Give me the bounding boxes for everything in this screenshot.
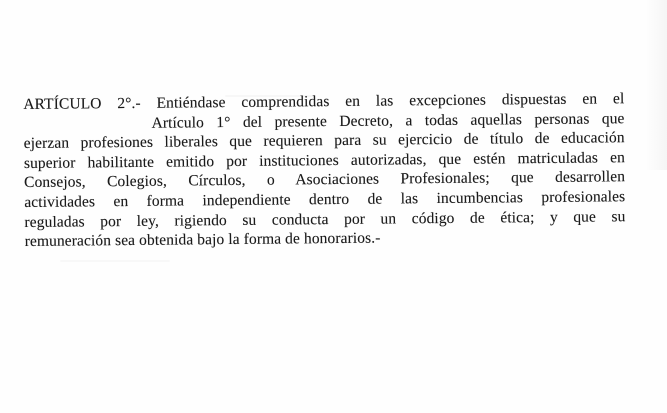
document-line: reguladas por ley, rigiendo su conducta por un código de ética; y que su — [24, 207, 626, 231]
document-line: ejerzan profesiones liberales que requieren para su ejercicio de título de educación — [23, 129, 625, 153]
document-line: Artículo 1° del presente Decreto, a todas aquellas personas que — [151, 109, 625, 132]
document-line: actividades en forma independiente dentro de las incumbencias profesionales — [24, 188, 626, 211]
document-line: Consejos, Colegios, Círculos, o Asociaciones Profesionales; que desarrollen — [24, 168, 626, 192]
article-2-paragraph — [23, 89, 625, 252]
scan-speck — [60, 260, 170, 262]
scan-edge-shadow — [645, 0, 667, 170]
document-line: superior habilitante emitido por instituciones autorizadas, que estén matriculadas en — [23, 149, 625, 172]
document-line: remuneración sea obtenida bajo la forma de honorarios.- — [24, 229, 381, 251]
document-line: ARTÍCULO 2°.- Entiéndase comprendidas en las excepciones dispuestas en el — [23, 90, 625, 114]
